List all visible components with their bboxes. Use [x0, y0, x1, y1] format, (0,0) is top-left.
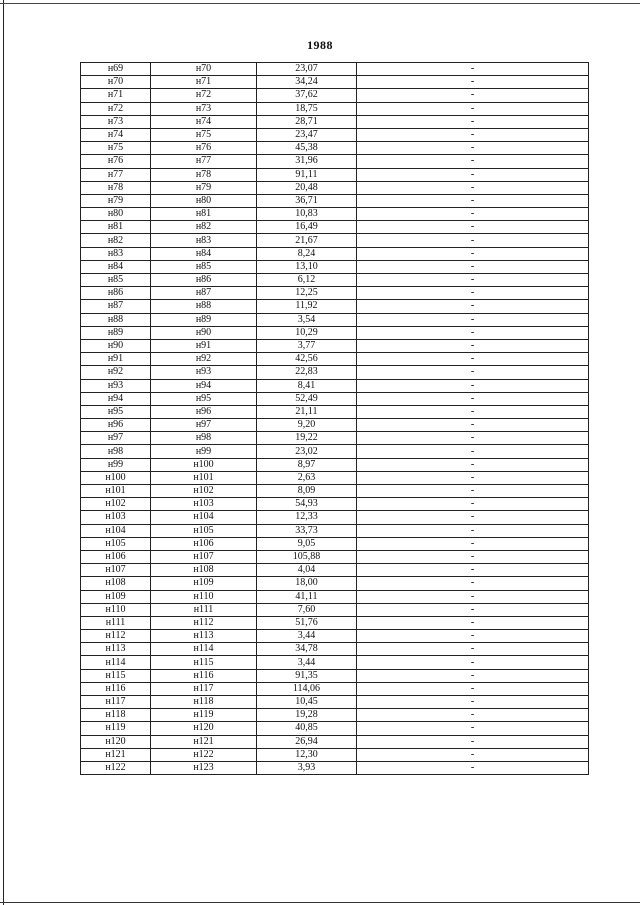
distance-cell: 91,35 — [257, 669, 357, 682]
to-point-cell: н84 — [151, 247, 257, 260]
from-point-cell: н84 — [81, 260, 151, 273]
from-point-cell: н107 — [81, 564, 151, 577]
table-row — [81, 168, 589, 181]
table-row — [81, 313, 589, 326]
from-point-cell: н121 — [81, 748, 151, 761]
to-point-cell: н70 — [151, 63, 257, 76]
table-row — [81, 287, 589, 300]
table-row — [81, 379, 589, 392]
distance-cell: 34,78 — [257, 643, 357, 656]
to-point-cell: н114 — [151, 643, 257, 656]
table-row — [81, 511, 589, 524]
note-cell: - — [357, 643, 589, 656]
distance-cell: 11,92 — [257, 300, 357, 313]
note-cell: - — [357, 142, 589, 155]
distance-cell: 31,96 — [257, 155, 357, 168]
from-point-cell: н108 — [81, 577, 151, 590]
table-row — [81, 445, 589, 458]
note-cell: - — [357, 564, 589, 577]
to-point-cell: н92 — [151, 353, 257, 366]
table-row — [81, 682, 589, 695]
distance-cell: 9,20 — [257, 419, 357, 432]
to-point-cell: н103 — [151, 498, 257, 511]
from-point-cell: н114 — [81, 656, 151, 669]
note-cell: - — [357, 287, 589, 300]
from-point-cell: н97 — [81, 432, 151, 445]
note-cell: - — [357, 445, 589, 458]
from-point-cell: н89 — [81, 326, 151, 339]
from-point-cell: н101 — [81, 485, 151, 498]
from-point-cell: н78 — [81, 181, 151, 194]
table-row — [81, 590, 589, 603]
to-point-cell: н117 — [151, 682, 257, 695]
page-left-border — [3, 0, 4, 905]
table-row — [81, 208, 589, 221]
note-cell: - — [357, 458, 589, 471]
distance-cell: 34,24 — [257, 76, 357, 89]
from-point-cell: н103 — [81, 511, 151, 524]
from-point-cell: н111 — [81, 616, 151, 629]
to-point-cell: н76 — [151, 142, 257, 155]
table-row — [81, 405, 589, 418]
to-point-cell: н81 — [151, 208, 257, 221]
from-point-cell: н96 — [81, 419, 151, 432]
to-point-cell: н71 — [151, 76, 257, 89]
to-point-cell: н120 — [151, 722, 257, 735]
from-point-cell: н98 — [81, 445, 151, 458]
table-row — [81, 603, 589, 616]
from-point-cell: н105 — [81, 537, 151, 550]
table-row — [81, 234, 589, 247]
distance-cell: 10,83 — [257, 208, 357, 221]
distance-cell: 28,71 — [257, 115, 357, 128]
table-body — [81, 63, 589, 775]
note-cell: - — [357, 511, 589, 524]
distance-cell: 16,49 — [257, 221, 357, 234]
from-point-cell: н83 — [81, 247, 151, 260]
table-row — [81, 326, 589, 339]
note-cell: - — [357, 128, 589, 141]
from-point-cell: н106 — [81, 550, 151, 563]
table-row — [81, 537, 589, 550]
from-point-cell: н120 — [81, 735, 151, 748]
from-point-cell: н71 — [81, 89, 151, 102]
distance-cell: 22,83 — [257, 366, 357, 379]
to-point-cell: н88 — [151, 300, 257, 313]
distance-cell: 45,38 — [257, 142, 357, 155]
page-bottom-border — [0, 902, 640, 903]
to-point-cell: н74 — [151, 115, 257, 128]
table-row — [81, 761, 589, 774]
to-point-cell: н106 — [151, 537, 257, 550]
distance-cell: 19,28 — [257, 709, 357, 722]
note-cell: - — [357, 419, 589, 432]
coordinates-table — [80, 62, 589, 775]
note-cell: - — [357, 208, 589, 221]
note-cell: - — [357, 432, 589, 445]
table-row — [81, 735, 589, 748]
to-point-cell: н122 — [151, 748, 257, 761]
distance-cell: 12,33 — [257, 511, 357, 524]
from-point-cell: н76 — [81, 155, 151, 168]
table-row — [81, 669, 589, 682]
distance-cell: 3,93 — [257, 761, 357, 774]
note-cell: - — [357, 274, 589, 287]
distance-cell: 8,41 — [257, 379, 357, 392]
note-cell: - — [357, 485, 589, 498]
from-point-cell: н86 — [81, 287, 151, 300]
to-point-cell: н109 — [151, 577, 257, 590]
distance-cell: 40,85 — [257, 722, 357, 735]
to-point-cell: н116 — [151, 669, 257, 682]
note-cell: - — [357, 234, 589, 247]
from-point-cell: н115 — [81, 669, 151, 682]
from-point-cell: н70 — [81, 76, 151, 89]
from-point-cell: н90 — [81, 339, 151, 352]
distance-cell: 23,47 — [257, 128, 357, 141]
distance-cell: 18,75 — [257, 102, 357, 115]
note-cell: - — [357, 353, 589, 366]
distance-cell: 21,11 — [257, 405, 357, 418]
to-point-cell: н89 — [151, 313, 257, 326]
distance-cell: 3,77 — [257, 339, 357, 352]
to-point-cell: н91 — [151, 339, 257, 352]
from-point-cell: н92 — [81, 366, 151, 379]
to-point-cell: н123 — [151, 761, 257, 774]
from-point-cell: н93 — [81, 379, 151, 392]
from-point-cell: н73 — [81, 115, 151, 128]
note-cell: - — [357, 168, 589, 181]
note-cell: - — [357, 761, 589, 774]
note-cell: - — [357, 498, 589, 511]
note-cell: - — [357, 405, 589, 418]
note-cell: - — [357, 326, 589, 339]
table-row — [81, 366, 589, 379]
distance-cell: 54,93 — [257, 498, 357, 511]
table-row — [81, 339, 589, 352]
to-point-cell: н80 — [151, 194, 257, 207]
note-cell: - — [357, 669, 589, 682]
table-row — [81, 485, 589, 498]
table-row — [81, 748, 589, 761]
note-cell: - — [357, 181, 589, 194]
from-point-cell: н80 — [81, 208, 151, 221]
to-point-cell: н119 — [151, 709, 257, 722]
note-cell: - — [357, 735, 589, 748]
note-cell: - — [357, 748, 589, 761]
to-point-cell: н100 — [151, 458, 257, 471]
note-cell: - — [357, 63, 589, 76]
note-cell: - — [357, 603, 589, 616]
note-cell: - — [357, 247, 589, 260]
table-row — [81, 102, 589, 115]
to-point-cell: н82 — [151, 221, 257, 234]
note-cell: - — [357, 722, 589, 735]
to-point-cell: н85 — [151, 260, 257, 273]
table-row — [81, 76, 589, 89]
note-cell: - — [357, 696, 589, 709]
to-point-cell: н112 — [151, 616, 257, 629]
distance-cell: 3,44 — [257, 630, 357, 643]
distance-cell: 26,94 — [257, 735, 357, 748]
table-row — [81, 392, 589, 405]
page-number: 1988 — [307, 38, 333, 52]
note-cell: - — [357, 392, 589, 405]
to-point-cell: н107 — [151, 550, 257, 563]
note-cell: - — [357, 379, 589, 392]
table-row — [81, 550, 589, 563]
distance-cell: 41,11 — [257, 590, 357, 603]
from-point-cell: н69 — [81, 63, 151, 76]
from-point-cell: н104 — [81, 524, 151, 537]
distance-cell: 12,25 — [257, 287, 357, 300]
to-point-cell: н73 — [151, 102, 257, 115]
table-row — [81, 616, 589, 629]
distance-cell: 36,71 — [257, 194, 357, 207]
from-point-cell: н116 — [81, 682, 151, 695]
to-point-cell: н104 — [151, 511, 257, 524]
from-point-cell: н75 — [81, 142, 151, 155]
note-cell: - — [357, 366, 589, 379]
to-point-cell: н87 — [151, 287, 257, 300]
note-cell: - — [357, 260, 589, 273]
note-cell: - — [357, 550, 589, 563]
distance-cell: 10,45 — [257, 696, 357, 709]
distance-cell: 42,56 — [257, 353, 357, 366]
note-cell: - — [357, 339, 589, 352]
from-point-cell: н100 — [81, 471, 151, 484]
distance-cell: 3,44 — [257, 656, 357, 669]
distance-cell: 91,11 — [257, 168, 357, 181]
to-point-cell: н93 — [151, 366, 257, 379]
distance-cell: 6,12 — [257, 274, 357, 287]
table-row — [81, 181, 589, 194]
note-cell: - — [357, 577, 589, 590]
note-cell: - — [357, 155, 589, 168]
to-point-cell: н111 — [151, 603, 257, 616]
table-row — [81, 656, 589, 669]
note-cell: - — [357, 115, 589, 128]
table-row — [81, 722, 589, 735]
page-top-border — [0, 3, 640, 4]
to-point-cell: н95 — [151, 392, 257, 405]
to-point-cell: н105 — [151, 524, 257, 537]
table-row — [81, 89, 589, 102]
to-point-cell: н94 — [151, 379, 257, 392]
distance-cell: 8,97 — [257, 458, 357, 471]
table-row — [81, 274, 589, 287]
distance-cell: 13,10 — [257, 260, 357, 273]
from-point-cell: н110 — [81, 603, 151, 616]
distance-cell: 33,73 — [257, 524, 357, 537]
table-row — [81, 247, 589, 260]
distance-cell: 23,07 — [257, 63, 357, 76]
distance-cell: 9,05 — [257, 537, 357, 550]
note-cell: - — [357, 524, 589, 537]
from-point-cell: н79 — [81, 194, 151, 207]
note-cell: - — [357, 194, 589, 207]
note-cell: - — [357, 630, 589, 643]
table-row — [81, 577, 589, 590]
distance-cell: 105,88 — [257, 550, 357, 563]
note-cell: - — [357, 709, 589, 722]
table-row — [81, 128, 589, 141]
table-row — [81, 142, 589, 155]
to-point-cell: н75 — [151, 128, 257, 141]
table-row — [81, 419, 589, 432]
from-point-cell: н72 — [81, 102, 151, 115]
to-point-cell: н108 — [151, 564, 257, 577]
table-row — [81, 432, 589, 445]
distance-cell: 18,00 — [257, 577, 357, 590]
note-cell: - — [357, 682, 589, 695]
distance-cell: 37,62 — [257, 89, 357, 102]
to-point-cell: н110 — [151, 590, 257, 603]
from-point-cell: н77 — [81, 168, 151, 181]
from-point-cell: н117 — [81, 696, 151, 709]
distance-cell: 3,54 — [257, 313, 357, 326]
table-row — [81, 458, 589, 471]
distance-cell: 12,30 — [257, 748, 357, 761]
from-point-cell: н94 — [81, 392, 151, 405]
from-point-cell: н113 — [81, 643, 151, 656]
to-point-cell: н113 — [151, 630, 257, 643]
distance-cell: 2,63 — [257, 471, 357, 484]
from-point-cell: н99 — [81, 458, 151, 471]
note-cell: - — [357, 656, 589, 669]
to-point-cell: н101 — [151, 471, 257, 484]
to-point-cell: н86 — [151, 274, 257, 287]
from-point-cell: н119 — [81, 722, 151, 735]
to-point-cell: н79 — [151, 181, 257, 194]
distance-cell: 4,04 — [257, 564, 357, 577]
table-row — [81, 471, 589, 484]
table-row — [81, 696, 589, 709]
from-point-cell: н85 — [81, 274, 151, 287]
note-cell: - — [357, 300, 589, 313]
distance-cell: 7,60 — [257, 603, 357, 616]
table-row — [81, 155, 589, 168]
distance-cell: 23,02 — [257, 445, 357, 458]
table-row — [81, 260, 589, 273]
distance-cell: 19,22 — [257, 432, 357, 445]
note-cell: - — [357, 76, 589, 89]
to-point-cell: н102 — [151, 485, 257, 498]
to-point-cell: н77 — [151, 155, 257, 168]
distance-cell: 20,48 — [257, 181, 357, 194]
to-point-cell: н83 — [151, 234, 257, 247]
from-point-cell: н81 — [81, 221, 151, 234]
to-point-cell: н96 — [151, 405, 257, 418]
to-point-cell: н78 — [151, 168, 257, 181]
from-point-cell: н112 — [81, 630, 151, 643]
table-row — [81, 630, 589, 643]
table-row — [81, 63, 589, 76]
from-point-cell: н102 — [81, 498, 151, 511]
table-row — [81, 115, 589, 128]
distance-cell: 8,24 — [257, 247, 357, 260]
from-point-cell: н109 — [81, 590, 151, 603]
table-row — [81, 300, 589, 313]
note-cell: - — [357, 221, 589, 234]
note-cell: - — [357, 102, 589, 115]
table-row — [81, 221, 589, 234]
from-point-cell: н122 — [81, 761, 151, 774]
note-cell: - — [357, 471, 589, 484]
table-row — [81, 524, 589, 537]
to-point-cell: н97 — [151, 419, 257, 432]
table-row — [81, 643, 589, 656]
to-point-cell: н121 — [151, 735, 257, 748]
distance-cell: 51,76 — [257, 616, 357, 629]
table-row — [81, 194, 589, 207]
distance-cell: 114,06 — [257, 682, 357, 695]
from-point-cell: н74 — [81, 128, 151, 141]
distance-cell: 10,29 — [257, 326, 357, 339]
from-point-cell: н91 — [81, 353, 151, 366]
note-cell: - — [357, 590, 589, 603]
from-point-cell: н88 — [81, 313, 151, 326]
to-point-cell: н115 — [151, 656, 257, 669]
from-point-cell: н118 — [81, 709, 151, 722]
table-row — [81, 709, 589, 722]
to-point-cell: н98 — [151, 432, 257, 445]
to-point-cell: н118 — [151, 696, 257, 709]
distance-cell: 21,67 — [257, 234, 357, 247]
to-point-cell: н99 — [151, 445, 257, 458]
note-cell: - — [357, 616, 589, 629]
to-point-cell: н90 — [151, 326, 257, 339]
table-row — [81, 564, 589, 577]
distance-cell: 8,09 — [257, 485, 357, 498]
table-row — [81, 353, 589, 366]
distance-cell: 52,49 — [257, 392, 357, 405]
to-point-cell: н72 — [151, 89, 257, 102]
table-row — [81, 498, 589, 511]
note-cell: - — [357, 89, 589, 102]
note-cell: - — [357, 537, 589, 550]
from-point-cell: н82 — [81, 234, 151, 247]
note-cell: - — [357, 313, 589, 326]
from-point-cell: н87 — [81, 300, 151, 313]
from-point-cell: н95 — [81, 405, 151, 418]
